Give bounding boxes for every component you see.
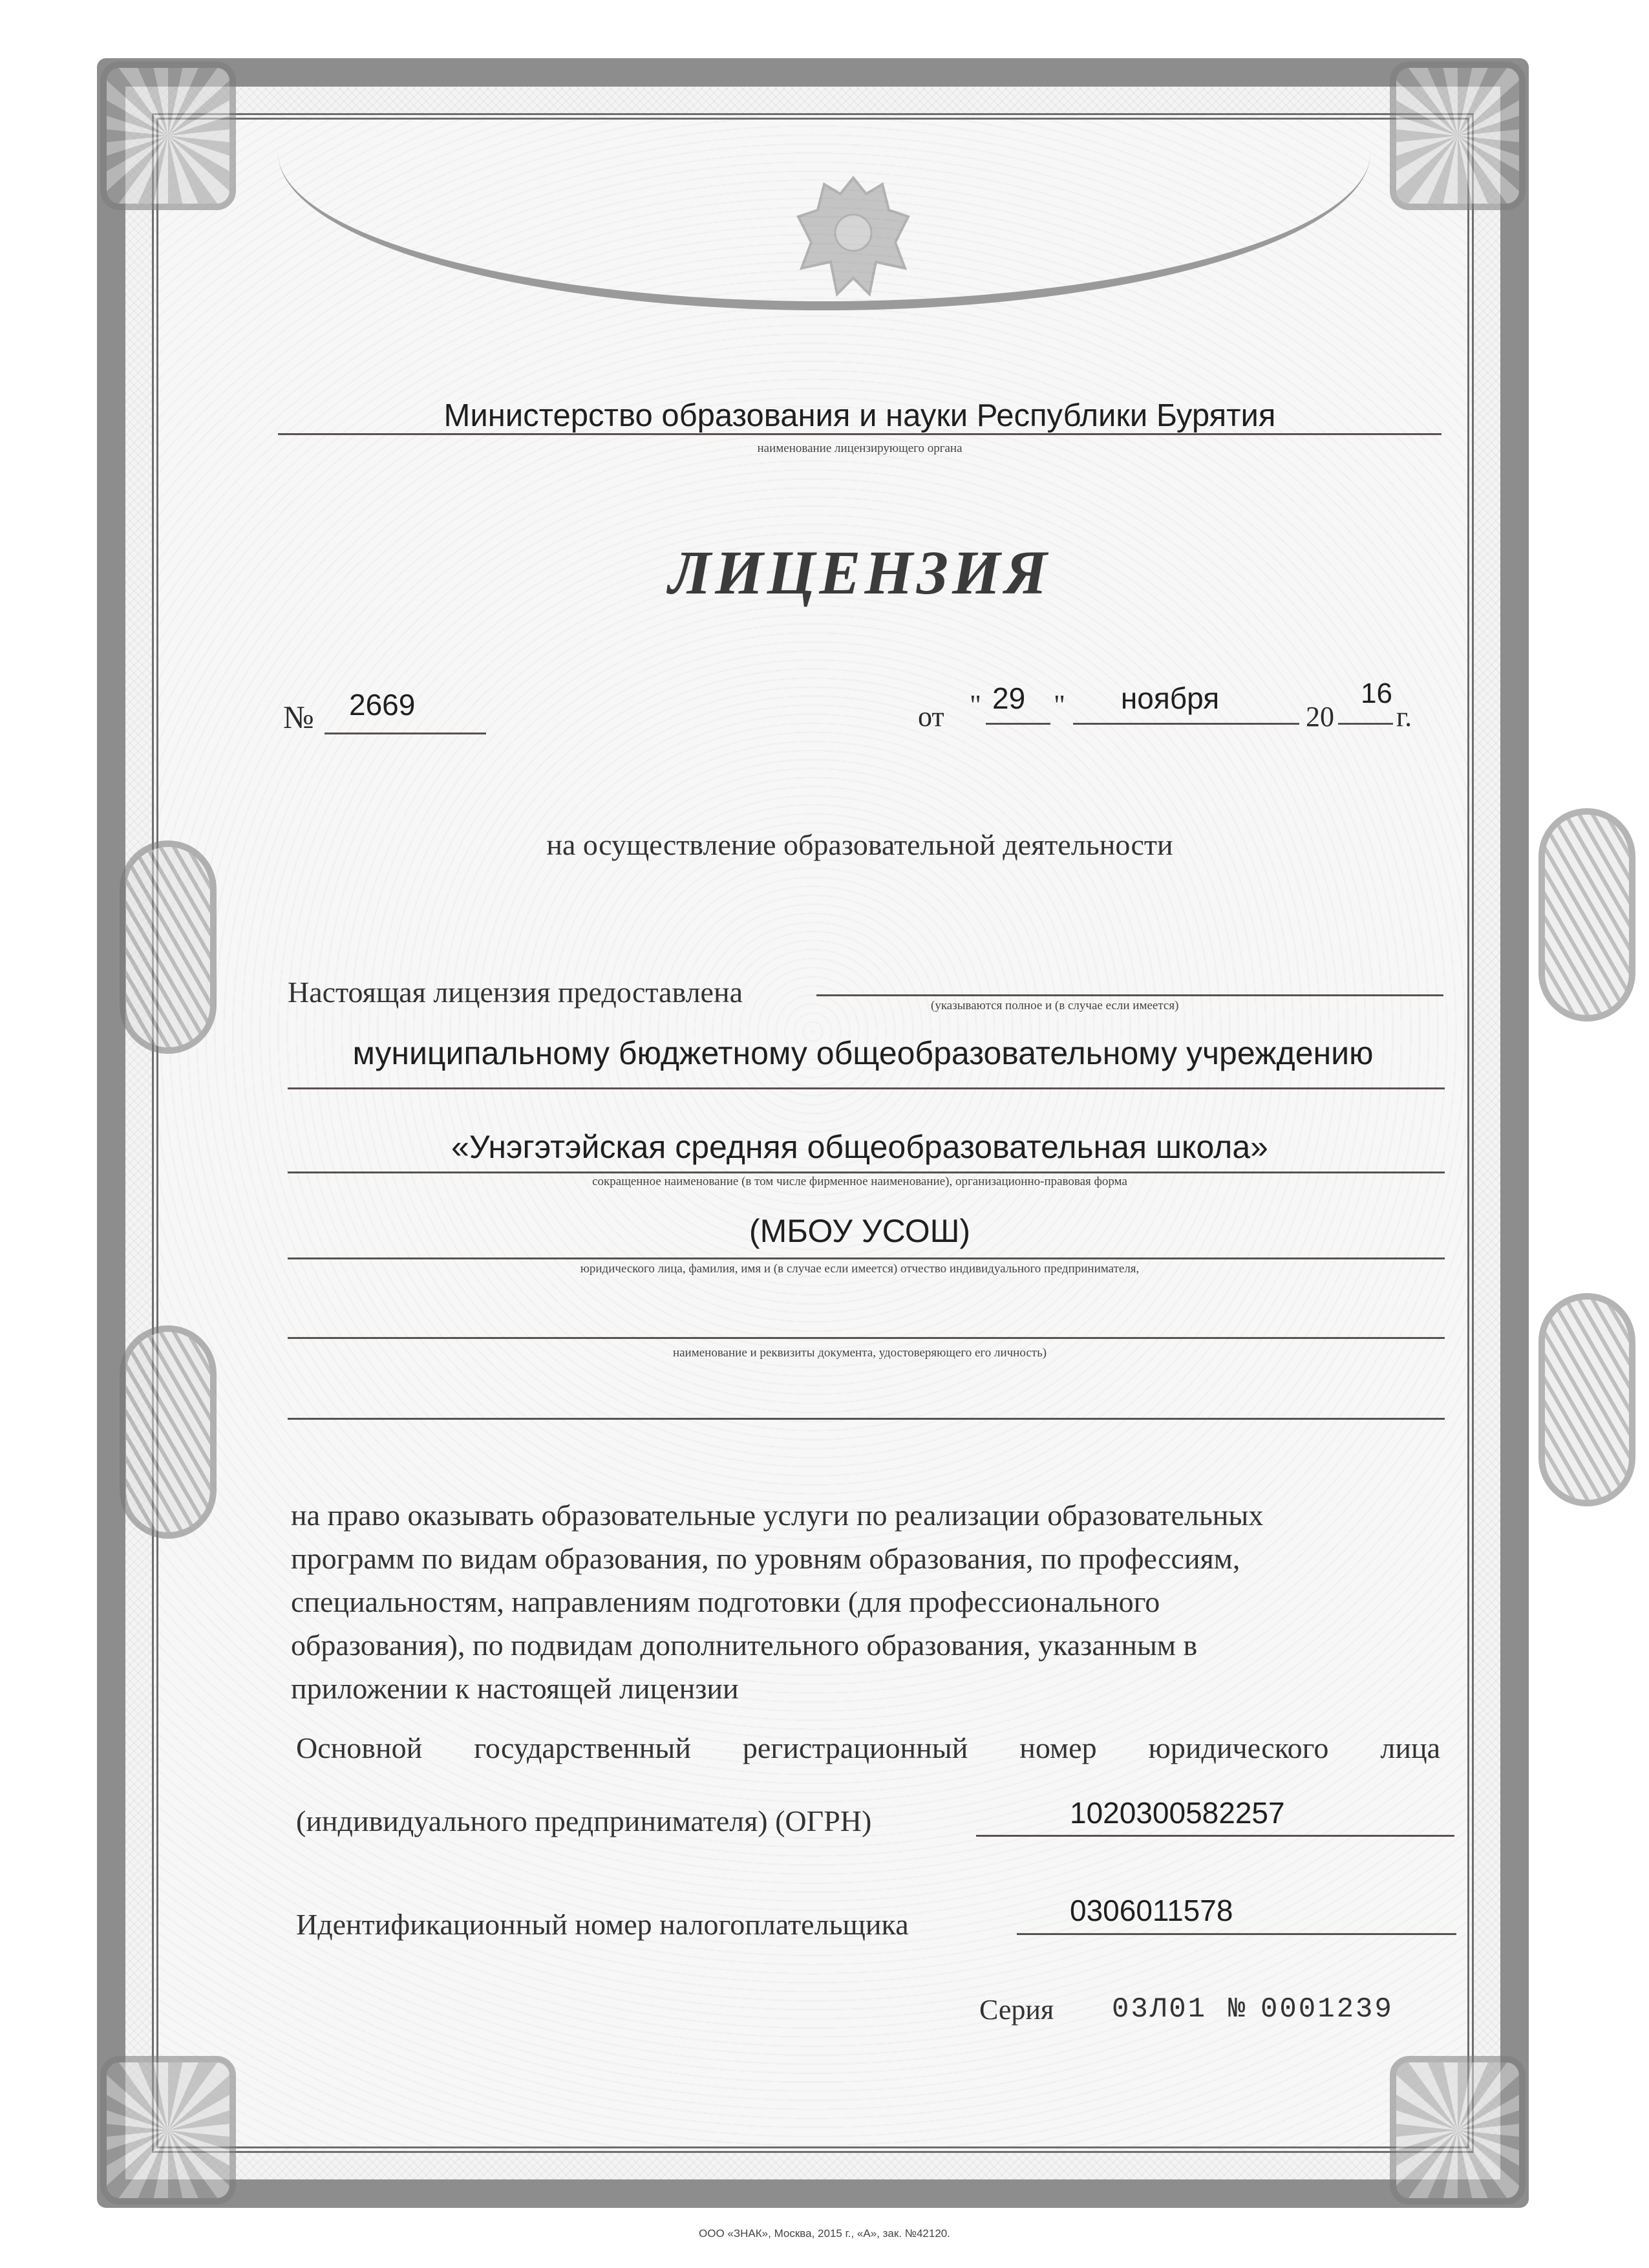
authority-caption: наименование лицензирующего органа: [757, 442, 963, 455]
knot-ornament-left-upper: [120, 840, 217, 1054]
org-line-1-underline: [288, 1087, 1445, 1089]
blank-underline: [288, 1418, 1445, 1420]
organization-name-line-2: «Унэгэтэйская средняя общеобразовательная школа»: [451, 1129, 1268, 1165]
rights-line: специальностям, направлениям подготовки (для профессионального: [291, 1585, 1160, 1618]
month-underline: [1073, 723, 1299, 725]
number-underline: [324, 733, 486, 734]
licensing-authority: Министерство образования и науки Республики Бурятия: [443, 398, 1276, 433]
corner-ornament-bottom-left: [100, 2056, 236, 2205]
rights-line: образования), по подвидам дополнительного образования, указанным в: [291, 1629, 1198, 1662]
corner-ornament-top-right: [1390, 61, 1526, 210]
corner-ornament-top-left: [100, 61, 236, 210]
rights-line: на право оказывать образовательные услуги по реализации образовательных: [291, 1499, 1264, 1532]
series-number-sign: №: [1228, 1993, 1246, 2026]
day-underline: [986, 723, 1050, 725]
rights-line: программ по видам образования, по уровням образования, по профессиям,: [291, 1542, 1240, 1575]
knot-ornament-right-upper: [1538, 808, 1635, 1022]
knot-ornament-left-lower: [120, 1325, 217, 1539]
short-name-underline: [288, 1257, 1445, 1259]
inn-value: 0306011578: [1070, 1894, 1233, 1927]
series-label: Серия: [979, 1994, 1054, 2026]
license-number: 2669: [349, 688, 416, 722]
date-quote-close: ": [1054, 689, 1065, 721]
printer-imprint: ООО «ЗНАК», Москва, 2015 г., «А», зак. №42120.: [699, 2227, 950, 2240]
granted-underline: [816, 994, 1443, 996]
series-value: 03Л01: [1112, 1993, 1207, 2026]
document-title: ЛИЦЕНЗИЯ: [668, 538, 1051, 607]
org-line-2-underline: [288, 1171, 1445, 1173]
number-sign: №: [283, 699, 314, 735]
corner-ornament-bottom-right: [1390, 2056, 1526, 2205]
rights-paragraph: [291, 1493, 1448, 1710]
organization-name-line-1: муниципальному бюджетному общеобразовательному учреждению: [352, 1035, 1374, 1071]
date-month: ноября: [1120, 681, 1220, 715]
date-quote-open: ": [970, 689, 981, 721]
granted-caption-2: сокращенное наименование (в том числе фирменное наименование), организационно-правовая форма: [592, 1175, 1127, 1188]
year-prefix: 20: [1306, 701, 1334, 733]
coat-of-arms-emblem: [789, 162, 918, 310]
authority-underline: [278, 433, 1442, 435]
license-purpose: на осуществление образовательной деятельности: [546, 828, 1173, 861]
document-details-underline: [288, 1337, 1445, 1339]
granted-caption-3: юридического лица, фамилия, имя и (в случае если имеется) отчество индивидуального предпринимателя,: [580, 1262, 1140, 1276]
inn-label: Идентификационный номер налогоплательщика: [296, 1908, 909, 1941]
ogrn-value: 1020300582257: [1070, 1796, 1285, 1830]
series-number: 0001239: [1261, 1993, 1394, 2026]
year-end: г.: [1396, 701, 1412, 733]
ogrn-underline: [976, 1835, 1454, 1837]
date-from-label: от: [918, 701, 944, 733]
granted-caption-4: наименование и реквизиты документа, удостоверяющего его личность): [672, 1346, 1047, 1360]
year-underline: [1338, 723, 1393, 725]
granted-label: Настоящая лицензия предоставлена: [288, 976, 743, 1009]
date-day: 29: [992, 681, 1026, 715]
rights-line: приложении к настоящей лицензии: [291, 1672, 739, 1705]
ogrn-label-line-2: (индивидуального предпринимателя) (ОГРН): [296, 1804, 872, 1837]
year-suffix: 16: [1361, 678, 1392, 709]
ogrn-label-line-1: Основной государственный регистрационный номер юридического лица: [296, 1731, 1440, 1764]
organization-short-name: (МБОУ УСОШ): [749, 1213, 971, 1249]
inn-underline: [1017, 1933, 1456, 1935]
granted-caption-1: (указываются полное и (в случае если имеется): [931, 999, 1179, 1012]
knot-ornament-right-lower: [1538, 1293, 1635, 1506]
